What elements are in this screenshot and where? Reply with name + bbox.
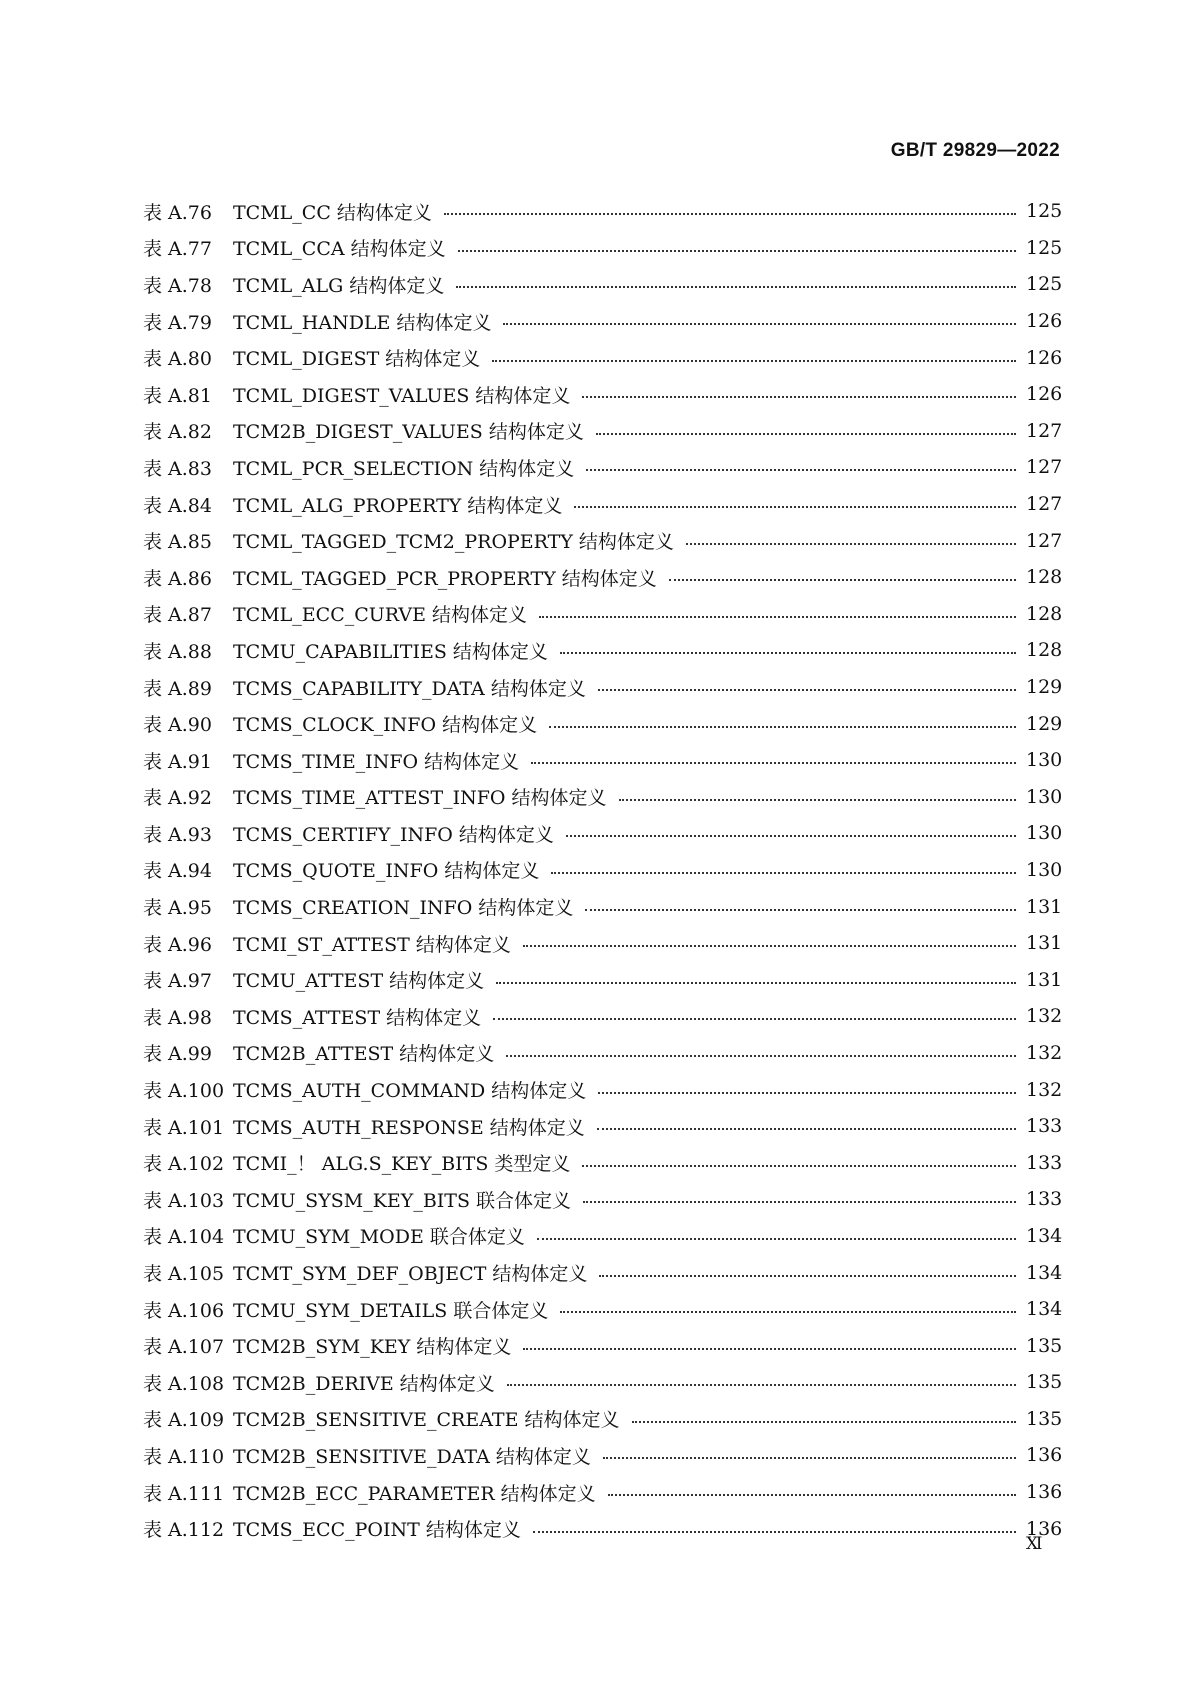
- entry-table-number: 表 A.103: [143, 1189, 225, 1212]
- toc-entry[interactable]: [143, 998, 1063, 1035]
- entry-page-number: 135: [1026, 1407, 1063, 1430]
- entry-table-number: 表 A.111: [143, 1482, 225, 1505]
- entry-title: TCML_TAGGED_TCM2_PROPERTY 结构体定义: [233, 531, 674, 554]
- dot-leader: [560, 652, 1016, 654]
- toc-entry[interactable]: [143, 449, 1063, 486]
- entry-page-number: 131: [1026, 895, 1063, 918]
- entry-title: TCML_CCA 结构体定义: [233, 238, 446, 261]
- toc-entry[interactable]: [143, 413, 1063, 450]
- dot-leader: [523, 945, 1016, 947]
- entry-page-number: 130: [1026, 822, 1063, 845]
- entry-page-number: 133: [1026, 1188, 1063, 1211]
- dot-leader: [560, 1311, 1016, 1313]
- entry-title: TCML_CC 结构体定义: [233, 201, 432, 224]
- entry-table-number: 表 A.91: [143, 750, 212, 773]
- entry-table-number: 表 A.94: [143, 860, 212, 883]
- entry-page-number: 129: [1026, 676, 1063, 699]
- toc-entry[interactable]: [143, 1474, 1063, 1511]
- entry-table-number: 表 A.88: [143, 640, 212, 663]
- toc-entry[interactable]: [143, 376, 1063, 413]
- entry-page-number: 127: [1026, 529, 1063, 552]
- entry-page-number: 132: [1026, 1041, 1063, 1064]
- dot-leader: [492, 360, 1016, 362]
- dot-leader: [599, 1275, 1016, 1277]
- entry-title: TCMS_AUTH_COMMAND 结构体定义: [233, 1080, 587, 1103]
- dot-leader: [533, 1531, 1016, 1533]
- entry-page-number: 125: [1026, 200, 1063, 223]
- entry-table-number: 表 A.93: [143, 823, 212, 846]
- entry-title: TCMU_ATTEST 结构体定义: [233, 970, 485, 993]
- entry-page-number: 132: [1026, 1078, 1063, 1101]
- entry-table-number: 表 A.96: [143, 933, 212, 956]
- entry-table-number: 表 A.87: [143, 604, 212, 627]
- toc-entry[interactable]: [143, 888, 1063, 925]
- entry-page-number: 130: [1026, 749, 1063, 772]
- entry-page-number: 135: [1026, 1334, 1063, 1357]
- entry-table-number: 表 A.80: [143, 348, 212, 371]
- dot-leader: [506, 1055, 1016, 1057]
- entry-table-number: 表 A.101: [143, 1116, 225, 1139]
- toc-entry[interactable]: [143, 1437, 1063, 1474]
- toc-entry[interactable]: [143, 559, 1063, 596]
- toc-entry[interactable]: [143, 742, 1063, 779]
- entry-table-number: 表 A.78: [143, 274, 212, 297]
- entry-page-number: 133: [1026, 1115, 1063, 1138]
- page-number: Ⅺ: [1026, 1534, 1043, 1554]
- toc-entry[interactable]: [143, 961, 1063, 998]
- entry-title: TCM2B_SENSITIVE_DATA 结构体定义: [233, 1445, 591, 1468]
- entry-table-number: 表 A.105: [143, 1263, 225, 1286]
- entry-page-number: 130: [1026, 785, 1063, 808]
- entry-title: TCMU_SYSM_KEY_BITS 联合体定义: [233, 1189, 572, 1212]
- entry-page-number: 128: [1026, 602, 1063, 625]
- entry-table-number: 表 A.82: [143, 421, 212, 444]
- entry-table-number: 表 A.110: [143, 1445, 225, 1468]
- dot-leader: [603, 1457, 1016, 1459]
- dot-leader: [523, 1348, 1016, 1350]
- entry-title: TCML_HANDLE 结构体定义: [233, 311, 492, 334]
- entry-page-number: 133: [1026, 1151, 1063, 1174]
- entry-page-number: 134: [1026, 1224, 1063, 1247]
- entry-title: TCMS_CLOCK_INFO 结构体定义: [233, 714, 538, 737]
- dot-leader: [582, 396, 1016, 398]
- entry-table-number: 表 A.112: [143, 1519, 225, 1542]
- dot-leader: [496, 982, 1016, 984]
- toc-entry[interactable]: [143, 522, 1063, 559]
- entry-title: TCML_TAGGED_PCR_PROPERTY 结构体定义: [233, 567, 657, 590]
- entry-title: TCM2B_DERIVE 结构体定义: [233, 1372, 495, 1395]
- entry-title: TCMS_CERTIFY_INFO 结构体定义: [233, 823, 554, 846]
- dot-leader: [456, 286, 1016, 288]
- toc-entry[interactable]: [143, 596, 1063, 633]
- entry-title: TCML_PCR_SELECTION 结构体定义: [233, 457, 575, 480]
- dot-leader: [608, 1494, 1016, 1496]
- dot-leader: [619, 799, 1016, 801]
- dot-leader: [596, 433, 1016, 435]
- entry-page-number: 127: [1026, 456, 1063, 479]
- entry-title: TCMS_ECC_POINT 结构体定义: [233, 1519, 521, 1542]
- dot-leader: [597, 1128, 1016, 1130]
- toc-entry[interactable]: [143, 1035, 1063, 1072]
- entry-page-number: 131: [1026, 968, 1063, 991]
- entry-table-number: 表 A.90: [143, 714, 212, 737]
- toc-entry[interactable]: [143, 1254, 1063, 1291]
- entry-title: TCMS_QUOTE_INFO 结构体定义: [233, 860, 540, 883]
- dot-leader: [566, 835, 1016, 837]
- toc-entry[interactable]: [143, 1510, 1063, 1547]
- entry-title: TCM2B_ECC_PARAMETER 结构体定义: [233, 1482, 596, 1505]
- entry-table-number: 表 A.85: [143, 531, 212, 554]
- entry-title: TCML_ALG_PROPERTY 结构体定义: [233, 494, 563, 517]
- entry-page-number: 136: [1026, 1481, 1063, 1504]
- dot-leader: [583, 1201, 1016, 1203]
- entry-title: TCMS_TIME_INFO 结构体定义: [233, 750, 520, 773]
- entry-title: TCMS_ATTEST 结构体定义: [233, 1006, 482, 1029]
- entry-table-number: 表 A.100: [143, 1080, 225, 1103]
- entry-page-number: 126: [1026, 310, 1063, 333]
- entry-page-number: 136: [1026, 1444, 1063, 1467]
- entry-title: TCM2B_SYM_KEY 结构体定义: [233, 1336, 512, 1359]
- dot-leader: [539, 616, 1016, 618]
- entry-table-number: 表 A.86: [143, 567, 212, 590]
- entry-title: TCMU_CAPABILITIES 结构体定义: [233, 640, 548, 663]
- toc-entry[interactable]: [143, 1364, 1063, 1401]
- dot-leader: [586, 469, 1016, 471]
- entry-page-number: 126: [1026, 346, 1063, 369]
- toc-entry[interactable]: [143, 779, 1063, 816]
- entry-page-number: 129: [1026, 712, 1063, 735]
- toc-entry[interactable]: [143, 339, 1063, 376]
- standard-number: GB/T 29829—2022: [890, 140, 1060, 161]
- dot-leader: [598, 1092, 1016, 1094]
- entry-title: TCMS_AUTH_RESPONSE 结构体定义: [233, 1116, 585, 1139]
- entry-title: TCML_ALG 结构体定义: [233, 274, 445, 297]
- toc-entry[interactable]: [143, 1218, 1063, 1255]
- entry-title: TCM2B_DIGEST_VALUES 结构体定义: [233, 421, 584, 444]
- dot-leader: [582, 1165, 1016, 1167]
- entry-table-number: 表 A.106: [143, 1299, 225, 1322]
- entry-page-number: 132: [1026, 1005, 1063, 1028]
- table-of-contents: [143, 193, 1063, 1547]
- entry-title: TCM2B_SENSITIVE_CREATE 结构体定义: [233, 1409, 620, 1432]
- dot-leader: [574, 506, 1016, 508]
- dot-leader: [531, 762, 1016, 764]
- entry-page-number: 136: [1026, 1517, 1063, 1540]
- entry-table-number: 表 A.104: [143, 1226, 225, 1249]
- entry-page-number: 134: [1026, 1298, 1063, 1321]
- entry-table-number: 表 A.97: [143, 970, 212, 993]
- entry-page-number: 126: [1026, 383, 1063, 406]
- dot-leader: [598, 689, 1016, 691]
- entry-table-number: 表 A.84: [143, 494, 212, 517]
- toc-entry[interactable]: [143, 815, 1063, 852]
- entry-table-number: 表 A.76: [143, 201, 212, 224]
- dot-leader: [585, 909, 1016, 911]
- dot-leader: [444, 213, 1016, 215]
- dot-leader: [632, 1421, 1017, 1423]
- toc-entry[interactable]: [143, 669, 1063, 706]
- entry-table-number: 表 A.81: [143, 384, 212, 407]
- dot-leader: [503, 323, 1016, 325]
- toc-entry[interactable]: [143, 1144, 1063, 1181]
- entry-page-number: 125: [1026, 273, 1063, 296]
- entry-page-number: 128: [1026, 639, 1063, 662]
- entry-title: TCMI_！ ALG.S_KEY_BITS 类型定义: [233, 1153, 571, 1176]
- entry-title: TCMS_TIME_ATTEST_INFO 结构体定义: [233, 787, 607, 810]
- toc-entry[interactable]: [143, 1291, 1063, 1328]
- entry-title: TCMU_SYM_DETAILS 联合体定义: [233, 1299, 549, 1322]
- dot-leader: [507, 1384, 1016, 1386]
- toc-entry[interactable]: [143, 852, 1063, 889]
- dot-leader: [493, 1018, 1016, 1020]
- toc-entry[interactable]: [143, 1327, 1063, 1364]
- entry-table-number: 表 A.107: [143, 1336, 225, 1359]
- entry-title: TCMS_CREATION_INFO 结构体定义: [233, 897, 574, 920]
- dot-leader: [549, 726, 1016, 728]
- toc-entry[interactable]: [143, 303, 1063, 340]
- entry-page-number: 127: [1026, 419, 1063, 442]
- dot-leader: [686, 543, 1016, 545]
- entry-title: TCML_ECC_CURVE 结构体定义: [233, 604, 528, 627]
- entry-table-number: 表 A.98: [143, 1006, 212, 1029]
- entry-table-number: 表 A.77: [143, 238, 212, 261]
- entry-title: TCML_DIGEST 结构体定义: [233, 348, 481, 371]
- dot-leader: [669, 579, 1016, 581]
- toc-entry[interactable]: [143, 266, 1063, 303]
- entry-table-number: 表 A.95: [143, 897, 212, 920]
- toc-entry[interactable]: [143, 193, 1063, 230]
- entry-title: TCMI_ST_ATTEST 结构体定义: [233, 933, 511, 956]
- toc-entry[interactable]: [143, 705, 1063, 742]
- entry-page-number: 128: [1026, 566, 1063, 589]
- dot-leader: [537, 1238, 1016, 1240]
- entry-page-number: 135: [1026, 1371, 1063, 1394]
- entry-table-number: 表 A.89: [143, 677, 212, 700]
- entry-title: TCMS_CAPABILITY_DATA 结构体定义: [233, 677, 586, 700]
- entry-page-number: 127: [1026, 493, 1063, 516]
- entry-table-number: 表 A.92: [143, 787, 212, 810]
- entry-table-number: 表 A.109: [143, 1409, 225, 1432]
- entry-page-number: 131: [1026, 932, 1063, 955]
- toc-entry[interactable]: [143, 486, 1063, 523]
- toc-entry[interactable]: [143, 1181, 1063, 1218]
- entry-table-number: 表 A.83: [143, 457, 212, 480]
- dot-leader: [551, 872, 1016, 874]
- toc-entry[interactable]: [143, 632, 1063, 669]
- entry-page-number: 125: [1026, 236, 1063, 259]
- toc-entry[interactable]: [143, 925, 1063, 962]
- entry-page-number: 130: [1026, 858, 1063, 881]
- toc-entry[interactable]: [143, 1401, 1063, 1438]
- entry-title: TCMT_SYM_DEF_OBJECT 结构体定义: [233, 1263, 588, 1286]
- entry-title: TCML_DIGEST_VALUES 结构体定义: [233, 384, 571, 407]
- entry-table-number: 表 A.79: [143, 311, 212, 334]
- entry-table-number: 表 A.102: [143, 1153, 225, 1176]
- entry-table-number: 表 A.108: [143, 1372, 225, 1395]
- entry-table-number: 表 A.99: [143, 1043, 212, 1066]
- toc-entry[interactable]: [143, 1071, 1063, 1108]
- dot-leader: [458, 250, 1016, 252]
- entry-title: TCM2B_ATTEST 结构体定义: [233, 1043, 495, 1066]
- toc-entry[interactable]: [143, 1108, 1063, 1145]
- entry-title: TCMU_SYM_MODE 联合体定义: [233, 1226, 525, 1249]
- toc-entry[interactable]: [143, 230, 1063, 267]
- entry-page-number: 134: [1026, 1261, 1063, 1284]
